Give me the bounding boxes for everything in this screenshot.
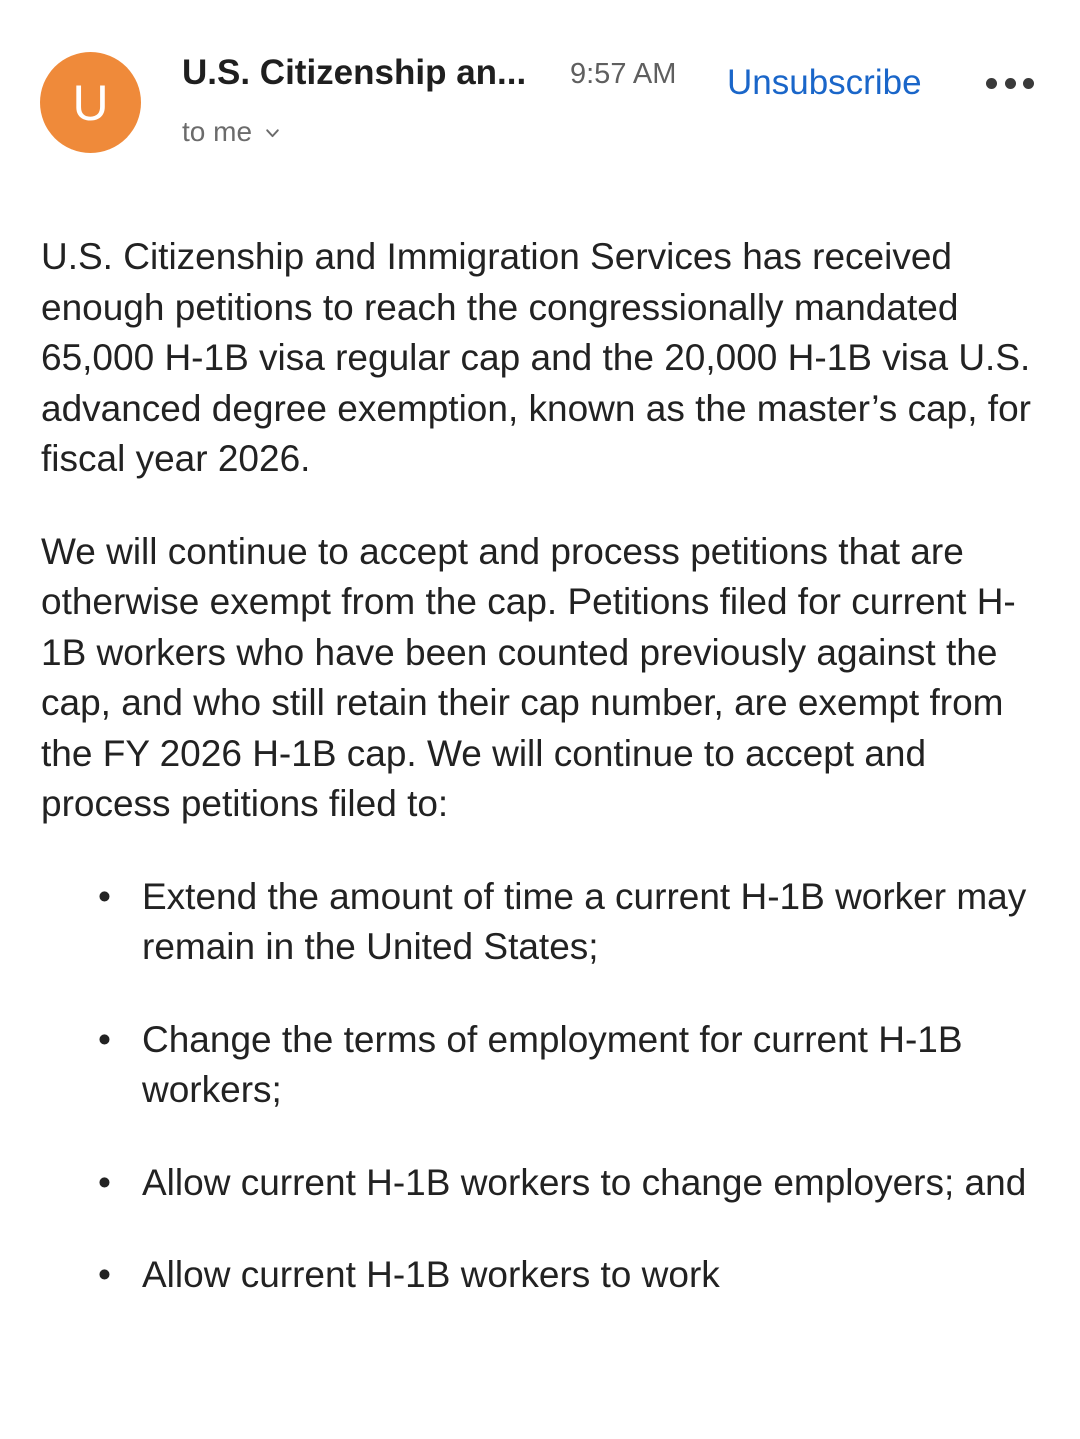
message-paragraph: We will continue to accept and process petitions that are otherwise exempt from the cap. Petitions filed for current H-1B workers who have been counted previously against the cap, and who still retain their cap number, are exempt from the FY 2026 H-1B cap. We will continue to accept and process petitions filed to: [41, 530, 1016, 824]
more-dot [1005, 78, 1016, 89]
bullet-icon: • [98, 1161, 111, 1203]
list-item [41, 872, 1041, 973]
list-item-text: Extend the amount of time a current H-1B worker may remain in the United States; [142, 875, 1027, 967]
more-options-icon[interactable] [986, 72, 1034, 94]
more-dot [986, 78, 997, 89]
message-time: 9:57 AM [570, 58, 677, 90]
list-item-text: Allow current H-1B workers to work [142, 1254, 720, 1295]
recipient-label: to me [182, 116, 253, 147]
unsubscribe-link[interactable]: Unsubscribe [727, 63, 922, 102]
message-bullet-list [41, 872, 1041, 1301]
avatar-letter: U [72, 74, 109, 131]
sender-name[interactable]: U.S. Citizenship an... [182, 53, 527, 92]
message-body [41, 232, 1041, 1343]
list-item-text: Change the terms of employment for current H-1B workers; [142, 1018, 963, 1110]
sender-avatar[interactable] [40, 52, 141, 153]
more-dot [1023, 78, 1034, 89]
bullet-icon: • [98, 1254, 111, 1295]
message-paragraph: U.S. Citizenship and Immigration Services has received enough petitions to reach the congressionally mandated 65,000 H-1B visa regular cap and the 20,000 H-1B visa U.S. advanced degree exemption, known as the master’s cap, for fiscal year 2026. [41, 236, 1031, 479]
list-item-text: Allow current H-1B workers to change employers; and [142, 1161, 1027, 1203]
bullet-icon: • [98, 1018, 111, 1060]
email-header [0, 0, 1080, 170]
list-item [41, 1158, 1041, 1209]
recipient-toggle[interactable] [182, 116, 281, 148]
list-item [41, 1015, 1041, 1116]
list-item [41, 1250, 1041, 1301]
bullet-icon: • [98, 875, 111, 917]
chevron-down-icon [264, 125, 281, 142]
